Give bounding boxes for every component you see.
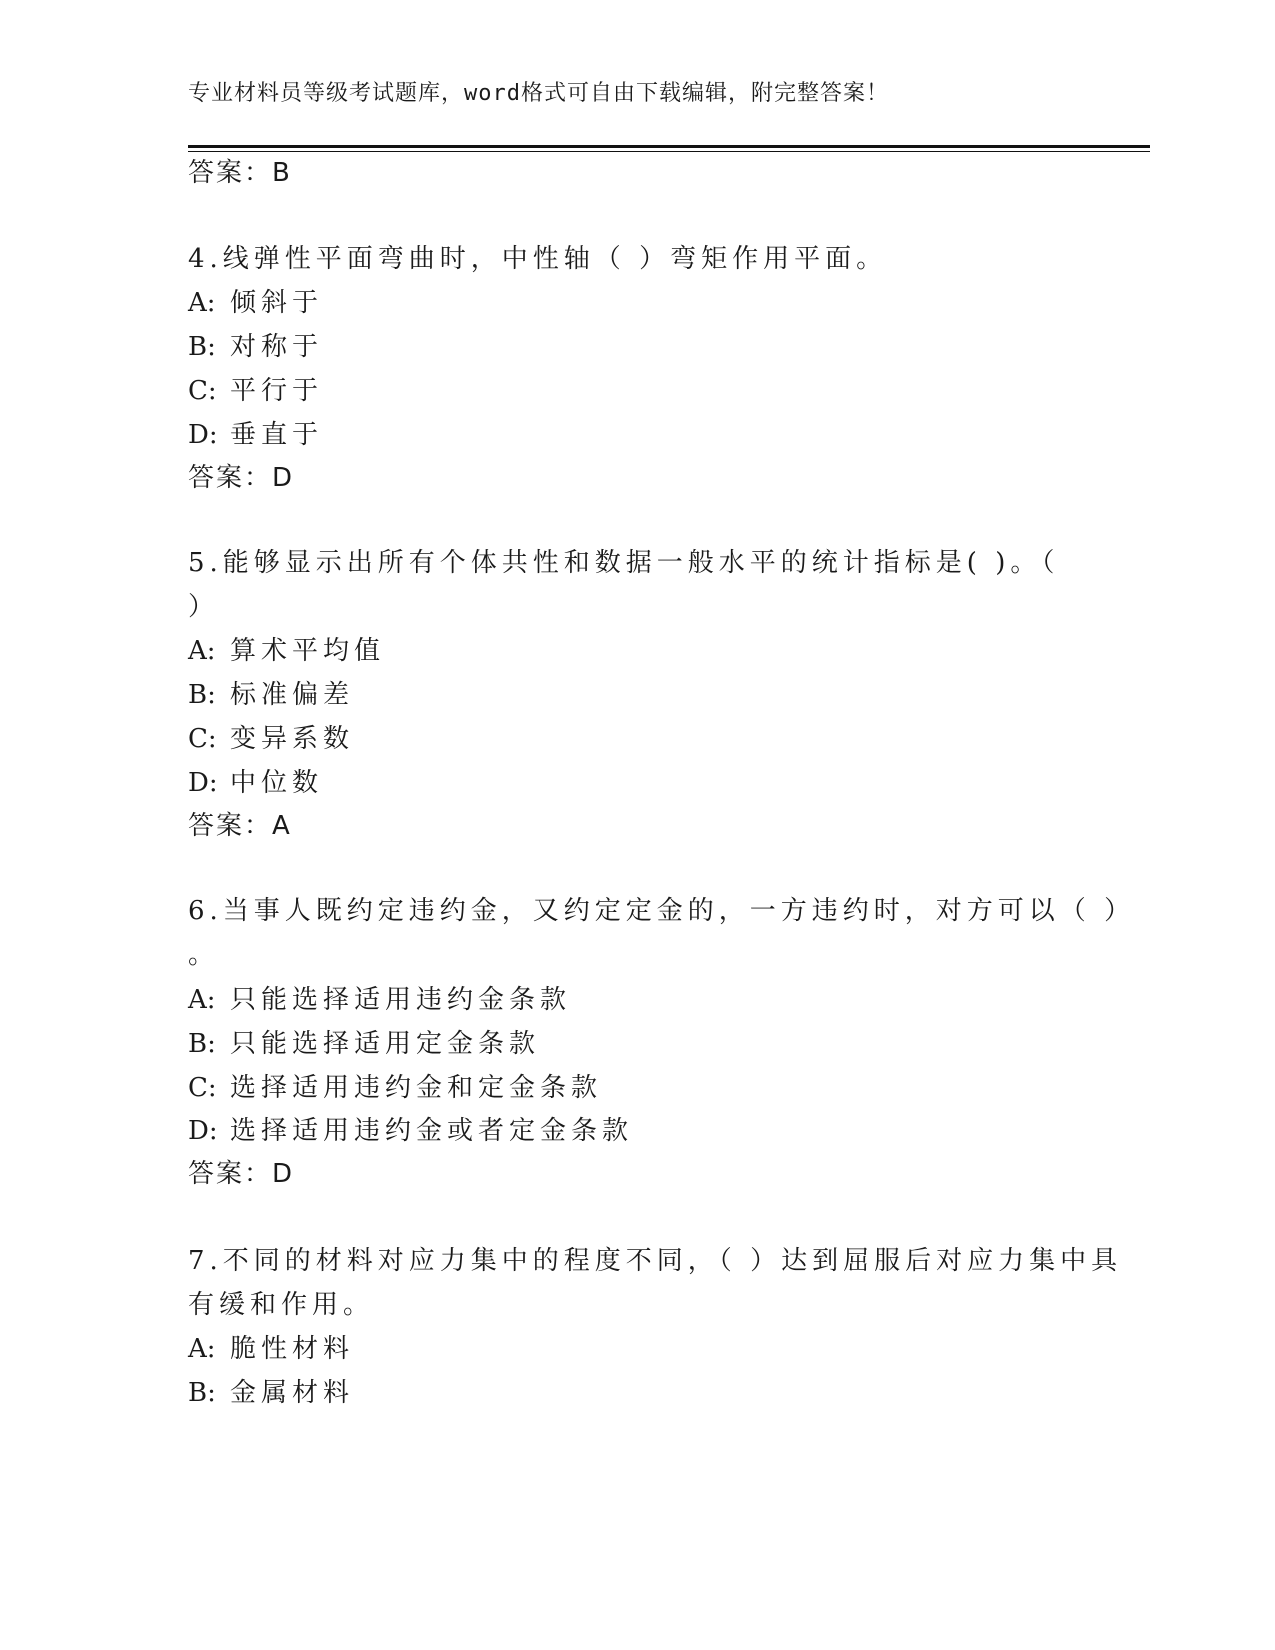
question-stem-cont: 有缓和作用。 (188, 1290, 375, 1320)
option-a (188, 987, 571, 1013)
option-text: 对称于 (230, 332, 324, 362)
option-text: 金属材料 (230, 1378, 355, 1408)
answer: 答案：D (188, 1159, 295, 1189)
option-text: 脆性材料 (230, 1334, 355, 1364)
option-text: 倾斜于 (230, 288, 324, 318)
answer: 答案：D (188, 463, 295, 493)
option-c (188, 726, 354, 752)
option-letter: D: (188, 1116, 218, 1146)
option-text: 标准偏差 (230, 680, 355, 710)
question-stem-cont: 。 (188, 940, 220, 970)
option-d (188, 422, 323, 448)
option-text: 平行于 (230, 376, 324, 406)
page-header: 专业材料员等级考试题库，word格式可自由下载编辑，附完整答案！ (188, 81, 889, 106)
option-letter: C: (188, 1073, 217, 1103)
header-rule-thin (188, 151, 1150, 152)
answer: 答案：A (188, 811, 292, 841)
option-text: 算术平均值 (230, 636, 386, 666)
option-letter: B: (188, 332, 216, 362)
option-text: 只能选择适用违约金条款 (230, 985, 572, 1015)
option-text: 只能选择适用定金条款 (230, 1029, 541, 1059)
header-rule-thick (188, 145, 1150, 148)
option-letter: B: (188, 680, 216, 710)
question-stem: 6.当事人既约定违约金，又约定定金的，一方违约时，对方可以（ ） (188, 896, 1136, 926)
option-c (188, 1075, 602, 1101)
option-c (188, 378, 323, 404)
question-stem: 5.能够显示出所有个体共性和数据一般水平的统计指标是( )。（ (188, 548, 1060, 578)
question-stem: 7.不同的材料对应力集中的程度不同，（ ）达到屈服后对应力集中具 (188, 1246, 1123, 1276)
option-d (188, 1118, 633, 1144)
option-b (188, 682, 354, 708)
option-text: 垂直于 (230, 420, 324, 450)
option-letter: A: (188, 288, 216, 318)
question-stem: 4.线弹性平面弯曲时，中性轴（ ）弯矩作用平面。 (188, 244, 888, 274)
option-b (188, 1380, 354, 1406)
option-letter: B: (188, 1029, 216, 1059)
option-text: 变异系数 (230, 724, 355, 754)
option-b (188, 334, 323, 360)
option-letter: C: (188, 376, 217, 406)
option-letter: D: (188, 768, 218, 798)
option-letter: A: (188, 1334, 216, 1364)
option-text: 选择适用违约金和定金条款 (230, 1073, 603, 1103)
option-letter: C: (188, 724, 217, 754)
option-d (188, 770, 323, 796)
option-a (188, 1336, 354, 1362)
prev-answer: 答案：B (188, 158, 292, 188)
option-text: 选择适用违约金或者定金条款 (230, 1116, 634, 1146)
question-stem-cont: ） (188, 592, 220, 622)
option-a (188, 638, 385, 664)
option-letter: A: (188, 636, 216, 666)
option-a (188, 290, 323, 316)
option-b (188, 1031, 540, 1057)
option-letter: D: (188, 420, 218, 450)
option-letter: B: (188, 1378, 216, 1408)
option-text: 中位数 (230, 768, 324, 798)
option-letter: A: (188, 985, 216, 1015)
